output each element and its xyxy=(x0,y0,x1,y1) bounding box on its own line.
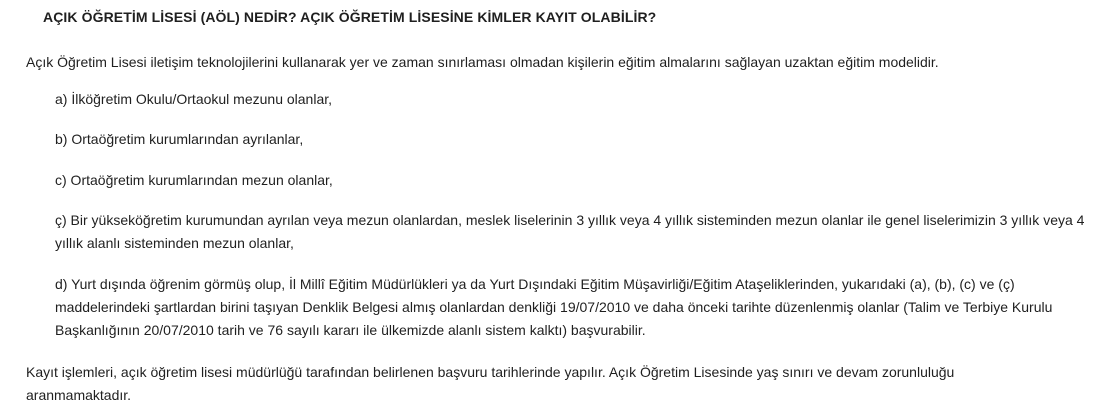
eligibility-item-b: b) Ortaöğretim kurumlarından ayrılanlar, xyxy=(55,131,304,147)
article-heading: AÇIK ÖĞRETİM LİSESİ (AÖL) NEDİR? AÇIK ÖĞRETİM LİSESİNE KİMLER KAYIT OLABİLİR? xyxy=(43,9,657,25)
eligibility-item-c: c) Ortaöğretim kurumlarından mezun olanlar, xyxy=(55,172,333,188)
intro-paragraph: Açık Öğretim Lisesi iletişim teknolojilerini kullanarak yer ve zaman sınırlaması olmadan kişilerin eğitim almalarını sağlayan uzaktan eğitim modelidir. xyxy=(26,54,939,70)
eligibility-item-c-cedilla: ç) Bir yükseköğretim kurumundan ayrılan veya mezun olanlardan, meslek liselerinin 3 yıllık veya 4 yıllık sisteminden mezun olanlar ile genel liselerimizin 3 yıllık veya 4 yıllık alanlı sisteminden mezun olanlar, xyxy=(55,212,1085,251)
eligibility-item-a: a) İlköğretim Okulu/Ortaokul mezunu olanlar, xyxy=(55,91,333,107)
footer-paragraph: Kayıt işlemleri, açık öğretim lisesi müdürlüğü tarafından belirlenen başvuru tarihlerinde yapılır. Açık Öğretim Lisesinde yaş sınırı ve devam zorunluluğu aranmamaktadır. xyxy=(26,364,955,403)
eligibility-item-d: d) Yurt dışında öğrenim görmüş olup, İl Millî Eğitim Müdürlükleri ya da Yurt Dışındaki Eğitim Müşavirliği/Eğitim Ataşeliklerinden, yukarıdaki (a), (b), (c) ve (ç) maddelerindeki şartlardan birini taşıyan Denklik Belgesi almış olanlardan denkliği 19/07/2010 ve daha önceki tarihte düzenlenmiş olanlar (Talim ve Terbiye Kurulu Başkanlığının 20/07/2010 tarih ve 76 sayılı kararı ile ülkemizde alanlı sistem kalktı) başvurabilir. xyxy=(55,276,1053,338)
